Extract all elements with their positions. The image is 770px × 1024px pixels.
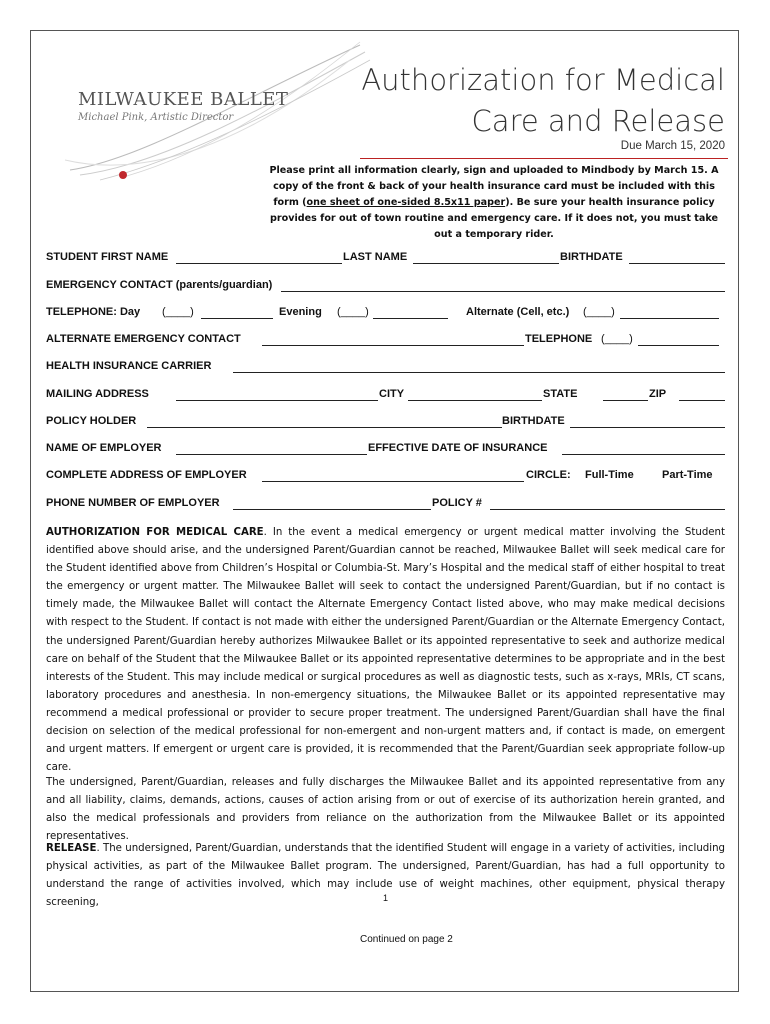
policy-holder-birthdate-input[interactable] [570,415,725,428]
due-date: Due March 15, 2020 [620,140,725,152]
health-insurance-carrier-input[interactable] [233,360,725,373]
release-paragraph: RELEASE. The undersigned, Parent/Guardian, understands that the identified Student will engage in a variety of activities, including physical activities, as part of the Milwaukee Ballet program. The undersigned, Parent/Guardian, has had a full opportunity to understand the range of activities involved, which may include use of weight machines, other equipment, physical therapy screening, [46,843,725,909]
policy-holder-birthdate-label: BIRTHDATE [502,415,565,427]
birthdate-label: BIRTHDATE [560,251,623,263]
city-input[interactable] [408,388,542,401]
evening-label: Evening [279,306,322,318]
emergency-contact-input[interactable] [281,279,725,292]
last-name-input[interactable] [413,251,559,264]
artistic-director: Michael Pink, Artistic Director [78,112,234,123]
policy-number-label: POLICY # [432,497,482,509]
student-first-name-input[interactable] [176,251,342,264]
last-name-label: LAST NAME [343,251,408,263]
mailing-address-input[interactable] [176,388,378,401]
day-area-code[interactable]: (____) [162,306,194,318]
alt-telephone-input[interactable] [638,333,719,346]
employer-name-input[interactable] [176,442,367,455]
health-insurance-carrier-label: HEALTH INSURANCE CARRIER [46,360,212,372]
alternate-area-code[interactable]: (____) [583,306,615,318]
alternate-phone-input[interactable] [620,306,719,319]
alt-telephone-area-code[interactable]: (____) [601,333,633,345]
city-label: CITY [379,388,405,400]
phone-employer-label: PHONE NUMBER OF EMPLOYER [46,497,220,509]
telephone-label: TELEPHONE [525,333,593,345]
alternate-label: Alternate (Cell, etc.) [466,306,570,318]
emergency-contact-label: EMERGENCY CONTACT (parents/guardian) [46,279,273,291]
effective-date-input[interactable] [562,442,725,455]
employer-phone-input[interactable] [233,497,431,510]
authorization-paragraph: AUTHORIZATION FOR MEDICAL CARE. In the event a medical emergency or urgent medical matter involving the Student identified above should arise, and the undersigned Parent/Guardian cannot be reached, Milwaukee Ballet will seek medical care for the Student identified above from Children’s Hospital or Columbia-St. Mary’s Hospital and the medical staff of either hospital to treat the emergency or urgent matter. The Milwaukee Ballet will seek to contact the undersigned Parent/Guardian, but if no contact is timely made, the Milwaukee Ballet will contact the Alternate Emergency Contact listed above, who may make medical decisions with respect to the Student. If contact is not made with either the undersigned Parent/Guardian or the Alternate Emergency Contact, the undersigned Parent/Guardian hereby authorizes Milwaukee Ballet or its appointed representative to seek and authorize medical care on behalf of the Student that the Milwaukee Ballet or its appointed representative determines to be appropriate and in the best interests of the Student. This may include medical or surgical procedures as well as diagnostic tests, such as x-rays, MRIs, CT scans, laboratory procedures and anesthesia. In non-emergency situations, the Milwaukee Ballet or its appointed representative may recommend a medical professional or provider to secure proper treatment. The undersigned Parent/Guardian shall have the final decision on selection of the medical professional for non-emergent and non-urgent matters and, if contact is made, on emergent and urgent matters. If emergent or urgent care is provided, it is recommended that the Parent/Guardian seek appropriate follow-up care. [46,527,726,774]
employer-address-input[interactable] [262,469,524,482]
state-input[interactable] [603,388,648,401]
mailing-address-label: MAILING ADDRESS [46,388,149,400]
zip-input[interactable] [679,388,725,401]
brand-name: MILWAUKEE BALLET [78,89,289,110]
policy-holder-label: POLICY HOLDER [46,415,137,427]
alternate-emergency-contact-input[interactable] [262,333,524,346]
effective-date-label: EFFECTIVE DATE OF INSURANCE [368,442,548,454]
instructions: Please print all information clearly, sign and uploaded to Mindbody by March 15. A copy of the front & back of your health insurance card must be included with this form (one sheet of one-sided 8.5x11 paper). Be sure your health insurance policy provides for out of town routine and emergency care. If it does not, you must take out a temporary rider. [269,165,719,240]
name-of-employer-label: NAME OF EMPLOYER [46,442,162,454]
title-divider [360,158,728,159]
policy-holder-input[interactable] [147,415,502,428]
part-time-option[interactable]: Part-Time [662,469,713,481]
telephone-day-label: TELEPHONE: Day [46,306,141,318]
policy-number-input[interactable] [490,497,725,510]
day-phone-input[interactable] [201,306,273,319]
page-number: 1 [383,893,389,903]
continued-note: Continued on page 2 [360,934,453,945]
circle-label: CIRCLE: [526,469,571,481]
birthdate-input[interactable] [629,251,725,264]
state-label: STATE [543,388,578,400]
evening-area-code[interactable]: (____) [337,306,369,318]
zip-label: ZIP [649,388,667,400]
evening-phone-input[interactable] [373,306,448,319]
alternate-emergency-contact-label: ALTERNATE EMERGENCY CONTACT [46,333,241,345]
full-time-option[interactable]: Full-Time [585,469,634,481]
discharge-paragraph: The undersigned, Parent/Guardian, releases and fully discharges the Milwaukee Ballet and its appointed representative from any and all liability, claims, demands, actions, causes of action arising from or out of exercise of its authorization herein granted, and also the medical professionals and providers from reliance on the authorization from the Milwaukee Ballet or its appointed representatives. [46,777,725,843]
employer-address-label: COMPLETE ADDRESS OF EMPLOYER [46,469,247,481]
page-title: Authorization for Medical Care and Release [361,63,725,138]
student-first-name-label: STUDENT FIRST NAME [46,251,169,263]
